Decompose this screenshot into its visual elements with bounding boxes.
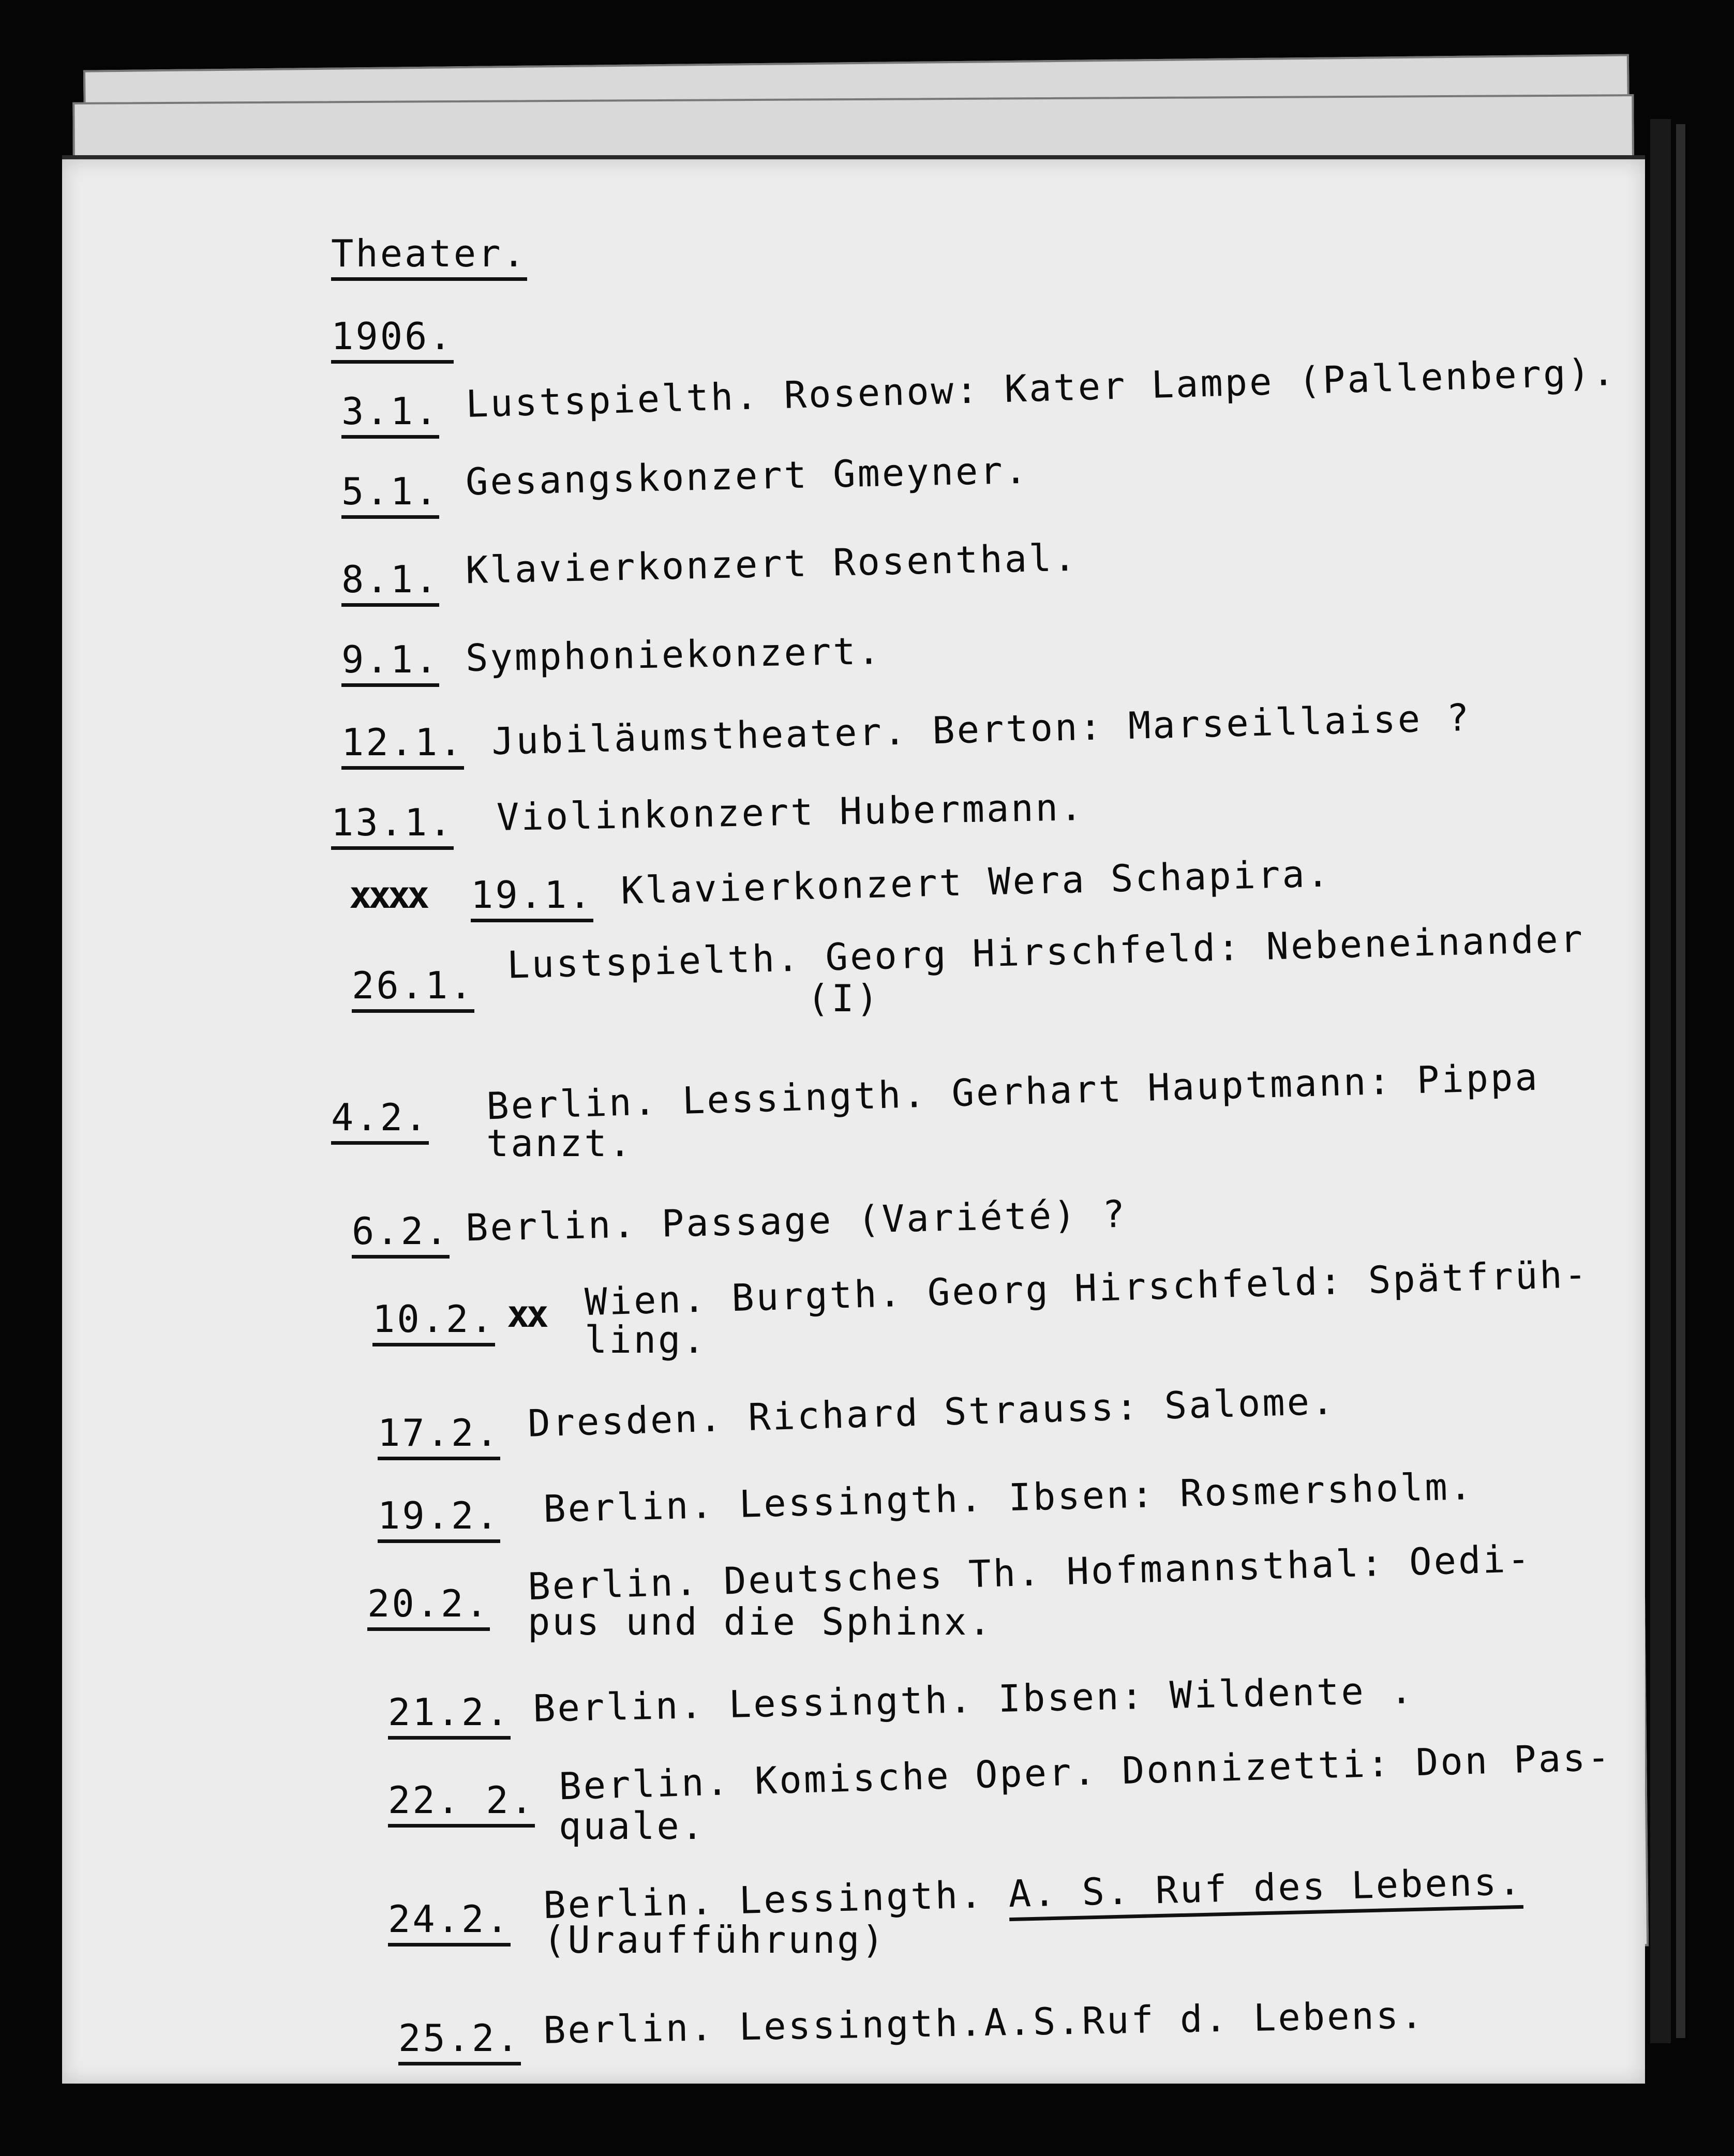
struck-out-text: xxxx (349, 873, 427, 917)
binder-edge-inner (1676, 124, 1685, 2038)
entry-text: Dresden. Richard Strauss: Salome. (527, 1379, 1337, 1445)
entry-text: Berlin. Lessingth. Ibsen: Rosmersholm. (543, 1464, 1474, 1531)
entry-text-plain: Berlin. Lessingth. (543, 1872, 1009, 1927)
struck-out-text: xx (507, 1292, 546, 1336)
entry-date: 19.1. (471, 873, 593, 922)
entry-text-continued: tanzt. (486, 1121, 634, 1165)
entry-date: 12.1. (341, 721, 464, 770)
entry-date: 20.2. (367, 1582, 490, 1631)
entry-date: 3.1. (341, 390, 439, 439)
entry-date: 4.2. (331, 1096, 429, 1145)
page-heading: Theater. (331, 232, 527, 281)
entry-text: Berlin. Passage (Variété) ? (465, 1192, 1128, 1250)
entry-text: Berlin. Lessingth.A.S.Ruf d. Lebens. (543, 1993, 1426, 2052)
entry-text-continued: pus und die Sphinx. (528, 1600, 993, 1643)
entry-text: Berlin. Komische Oper. Donnizetti: Don Pas- (558, 1735, 1612, 1808)
entry-text: Klavierkonzert Rosenthal. (465, 535, 1079, 592)
entry-text (543, 1860, 1523, 1927)
entry-date: 8.1. (341, 558, 439, 607)
entry-text: Berlin. Lessingth. Ibsen: Wildente . (532, 1668, 1415, 1730)
entry-date: 22. 2. (388, 1778, 535, 1828)
entry-date: 25.2. (398, 2016, 521, 2065)
entry-text-continued: (Uraufführung) (543, 1918, 886, 1962)
entry-text: Lustspielth. Rosenow: Kater Lampe (Pallenberg). (465, 350, 1618, 426)
entry-text: Wien. Burgth. Georg Hirschfeld: Spätfrüh- (584, 1252, 1590, 1324)
document-page (62, 155, 1645, 2084)
entry-date: 13.1. (331, 801, 454, 850)
entry-date: 21.2. (388, 1690, 511, 1740)
entry-date: 26.1. (352, 964, 474, 1013)
entry-text: Berlin. Lessingth. Gerhart Hauptmann: Pippa (486, 1055, 1540, 1128)
entry-date: 19.2. (378, 1494, 500, 1543)
entry-date: 9.1. (341, 638, 439, 687)
entry-text: Symphoniekonzert. (465, 628, 883, 680)
entry-text-continued: quale. (559, 1804, 706, 1848)
entry-text-continued: (I) (807, 977, 881, 1020)
entry-date: 17.2. (378, 1411, 500, 1460)
entry-text-continued: ling. (585, 1318, 707, 1361)
entry-date: 6.2. (352, 1209, 450, 1259)
entry-date: 24.2. (388, 1897, 511, 1947)
entry-text: Violinkonzert Hubermann. (496, 785, 1085, 839)
entry-date: 10.2. (372, 1297, 495, 1346)
entry-text: Jubiläumstheater. Berton: Marseillaise ? (491, 695, 1472, 763)
underlined-title: A. S. Ruf des Lebens. (1008, 1860, 1523, 1921)
entry-text: Berlin. Deutsches Th. Hofmannsthal: Oedi- (527, 1536, 1533, 1609)
binder-edge (1650, 119, 1671, 2043)
entry-date: 5.1. (341, 470, 439, 519)
entry-text: Lustspielth. Georg Hirschfeld: Nebeneinander (506, 917, 1586, 987)
entry-text: Klavierkonzert Wera Schapira. (620, 851, 1332, 912)
entry-text: Gesangskonzert Gmeyner. (465, 448, 1029, 504)
year-heading: 1906. (331, 315, 454, 364)
